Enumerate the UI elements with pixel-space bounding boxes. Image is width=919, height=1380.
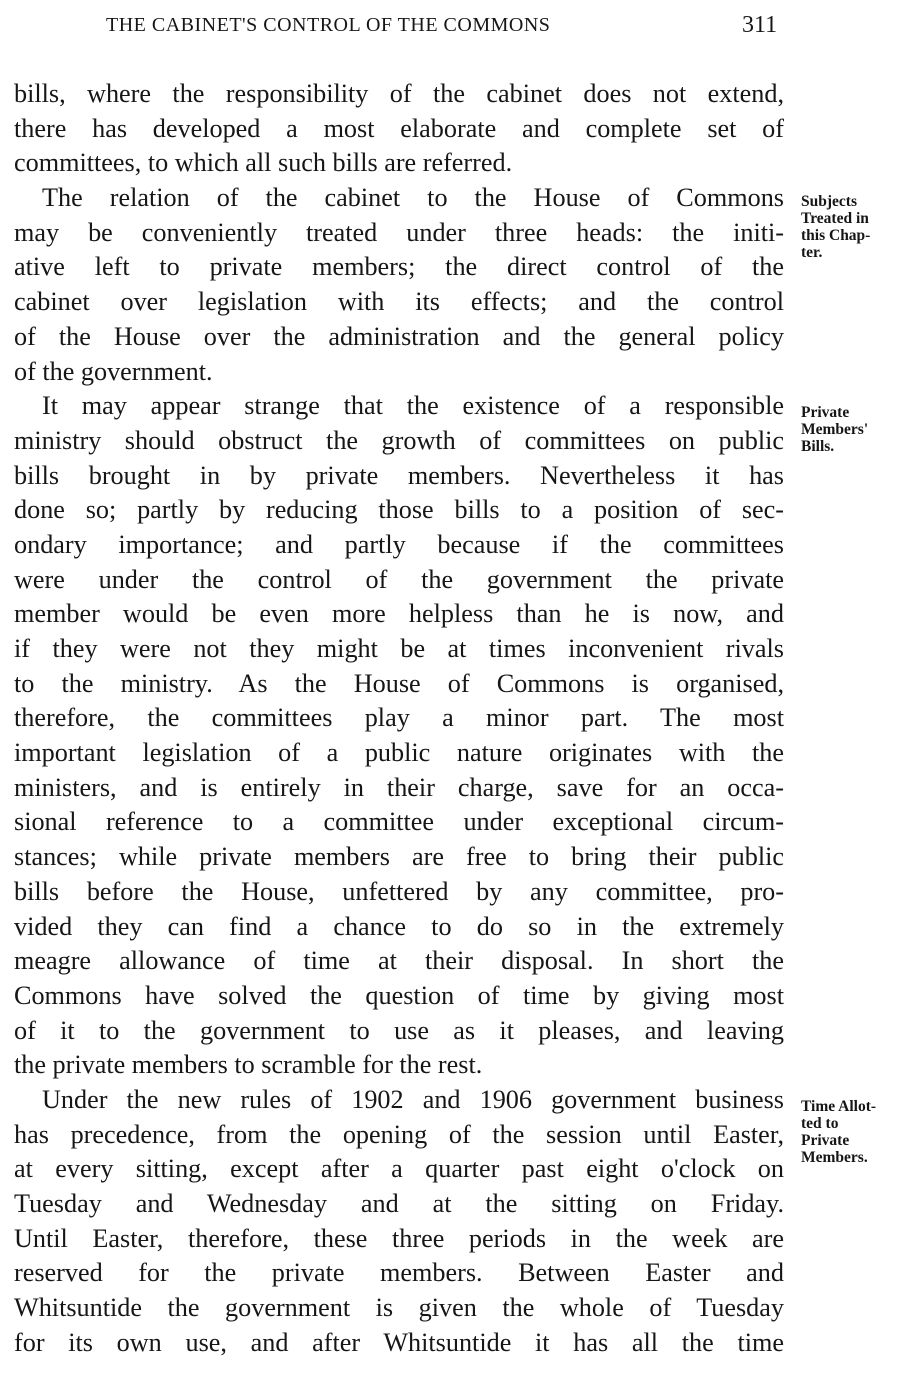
text-line: member would be even more helpless than he is now, and (14, 599, 784, 629)
text-line: committees, to which all such bills are referred. (14, 148, 513, 178)
text-line: reserved for the private members. Between Easter and (14, 1258, 784, 1288)
text-line: Whitsuntide the government is given the whole of Tuesday (14, 1293, 784, 1323)
sidenote-line: ter. (801, 244, 823, 261)
sidenote-line: Bills. (801, 438, 835, 455)
text-line: cabinet over legislation with its effects; and the control (14, 287, 784, 317)
running-title: THE CABINET'S CONTROL OF THE COMMONS (106, 14, 551, 36)
text-line: if they were not they might be at times inconvenient rivals (14, 634, 784, 663)
text-line: bills, where the responsibility of the cabinet does not extend, (14, 79, 784, 108)
text-line: of the House over the administration and the general policy (14, 321, 784, 351)
text-line: therefore, the committees play a minor part. The most (14, 703, 784, 733)
text-line: Commons have solved the question of time by giving most (14, 980, 784, 1010)
text-line: ative left to private members; the direct control of the (14, 252, 784, 282)
text-line: there has developed a most elaborate and complete set of (14, 113, 784, 143)
text-line: of it to the government to use as it pleases, and leaving (14, 1015, 784, 1045)
sidenote-line: this Chap- (801, 227, 871, 244)
text-line: ministry should obstruct the growth of committees on public (14, 425, 784, 455)
text-line: ministers, and is entirely in their charge, save for an occa- (14, 772, 784, 802)
sidenote-subjects (801, 193, 870, 261)
sidenote-line: Private (801, 1132, 850, 1149)
text-line: at every sitting, except after a quarter past eight o'clock on (14, 1154, 784, 1184)
text-line: bills brought in by private members. Nevertheless it has (14, 460, 784, 490)
text-line: for its own use, and after Whitsuntide it has all the time (14, 1327, 784, 1357)
text-line: to the ministry. As the House of Commons is organised, (14, 668, 784, 698)
sidenote-time-allotted (801, 1098, 876, 1166)
text-line: stances; while private members are free to bring their public (14, 842, 784, 872)
sidenote-line: Private (801, 404, 850, 421)
sidenote-private-bills (801, 404, 868, 455)
text-line: It may appear strange that the existence of a responsible (42, 391, 784, 421)
text-line: were under the control of the government the private (14, 564, 784, 594)
text-line: of the government. (14, 356, 213, 386)
text-line: meagre allowance of time at their disposal. In short the (14, 946, 784, 976)
text-line: Under the new rules of 1902 and 1906 government business (42, 1084, 784, 1114)
text-line: ondary importance; and partly because if the committees (14, 529, 784, 559)
sidenote-line: Members. (801, 1149, 868, 1166)
text-line: may be conveniently treated under three heads: the initi- (14, 217, 784, 247)
running-head (0, 14, 919, 42)
sidenote-line: Members' (801, 421, 869, 438)
sidenote-line: ted to (801, 1115, 839, 1132)
body-text (14, 77, 784, 1360)
text-line: bills before the House, unfettered by any committee, pro- (14, 876, 784, 906)
text-line: Tuesday and Wednesday and at the sitting on Friday. (14, 1189, 784, 1218)
text-line: Until Easter, therefore, these three periods in the week are (14, 1223, 784, 1253)
text-line: has precedence, from the opening of the session until Easter, (14, 1119, 784, 1149)
text-line: important legislation of a public nature originates with the (14, 738, 784, 768)
sidenote-line: Subjects (801, 193, 857, 210)
sidenote-line: Treated in (801, 210, 869, 227)
sidenote-line: Time Allot- (801, 1098, 877, 1115)
page-number: 311 (742, 12, 778, 38)
text-line: sional reference to a committee under exceptional circum- (14, 807, 784, 837)
text-line: vided they can find a chance to do so in the extremely (14, 911, 784, 941)
text-line: the private members to scramble for the rest. (14, 1050, 483, 1080)
text-line: The relation of the cabinet to the House of Commons (42, 183, 784, 213)
text-line: done so; partly by reducing those bills to a position of sec- (14, 495, 784, 525)
